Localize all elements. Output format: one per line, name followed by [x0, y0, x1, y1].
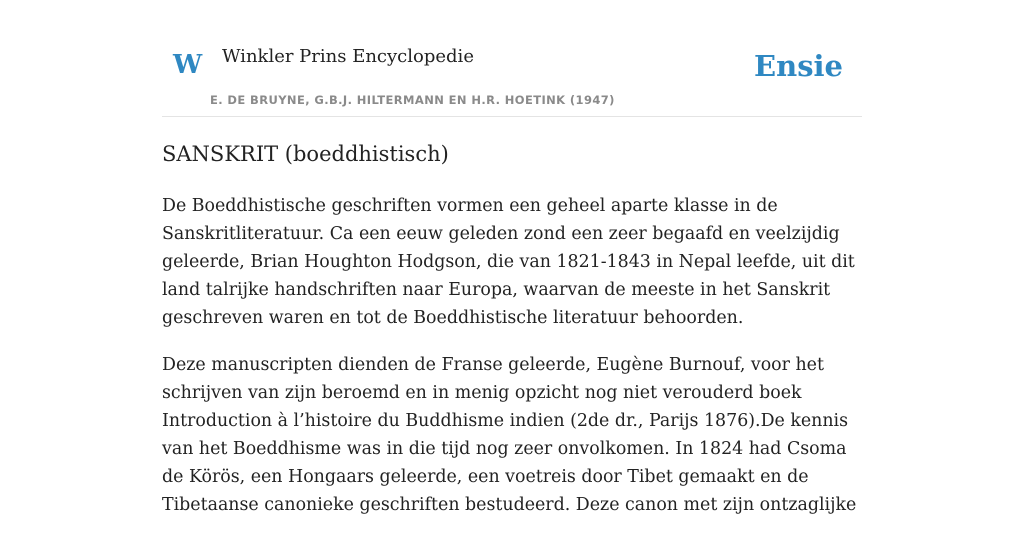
article-paragraph: De Boeddhistische geschriften vormen een geheel aparte klasse in de Sanskritliteratuur. Ca een eeuw geleden zond een zeer begaafd en veelzijdig geleerde, Brian Houghton Hodgson, die van 1821-1843 in Nepal leefde, uit dit land talrijke handschriften naar Europa, waarvan de meeste in het Sanskrit geschreven waren en tot de Boeddhistische literatuur behoorden. [162, 196, 855, 328]
page [162, 0, 862, 515]
article-body [162, 192, 862, 538]
article-paragraph: Deze manuscripten dienden de Franse geleerde, Eugène Burnouf, voor het schrijven van zijn beroemd en in menig opzicht nog niet verouderd boek Introduction à l’histoire du Buddhisme indien (2de dr., Parijs 1876).De kennis van het Boeddhisme was in die tijd nog zeer onvolkomen. In 1824 had Csoma de Körös, een Hongaars geleerde, een voetreis door Tibet gemaakt en de Tibetaanse canonieke geschriften bestudeerd. Deze canon met zijn ontzaglijke [162, 355, 857, 515]
article-title: SANSKRIT (boeddhistisch) [162, 142, 449, 166]
site-logo-icon[interactable]: W [173, 50, 203, 80]
authors-credit: E. DE BRUYNE, G.B.J. HILTERMANN EN H.R. HOETINK (1947) [210, 93, 615, 107]
brand-logo[interactable]: Ensie [754, 49, 843, 83]
site-header [162, 0, 862, 117]
site-title[interactable]: Winkler Prins Encyclopedie [222, 46, 474, 67]
